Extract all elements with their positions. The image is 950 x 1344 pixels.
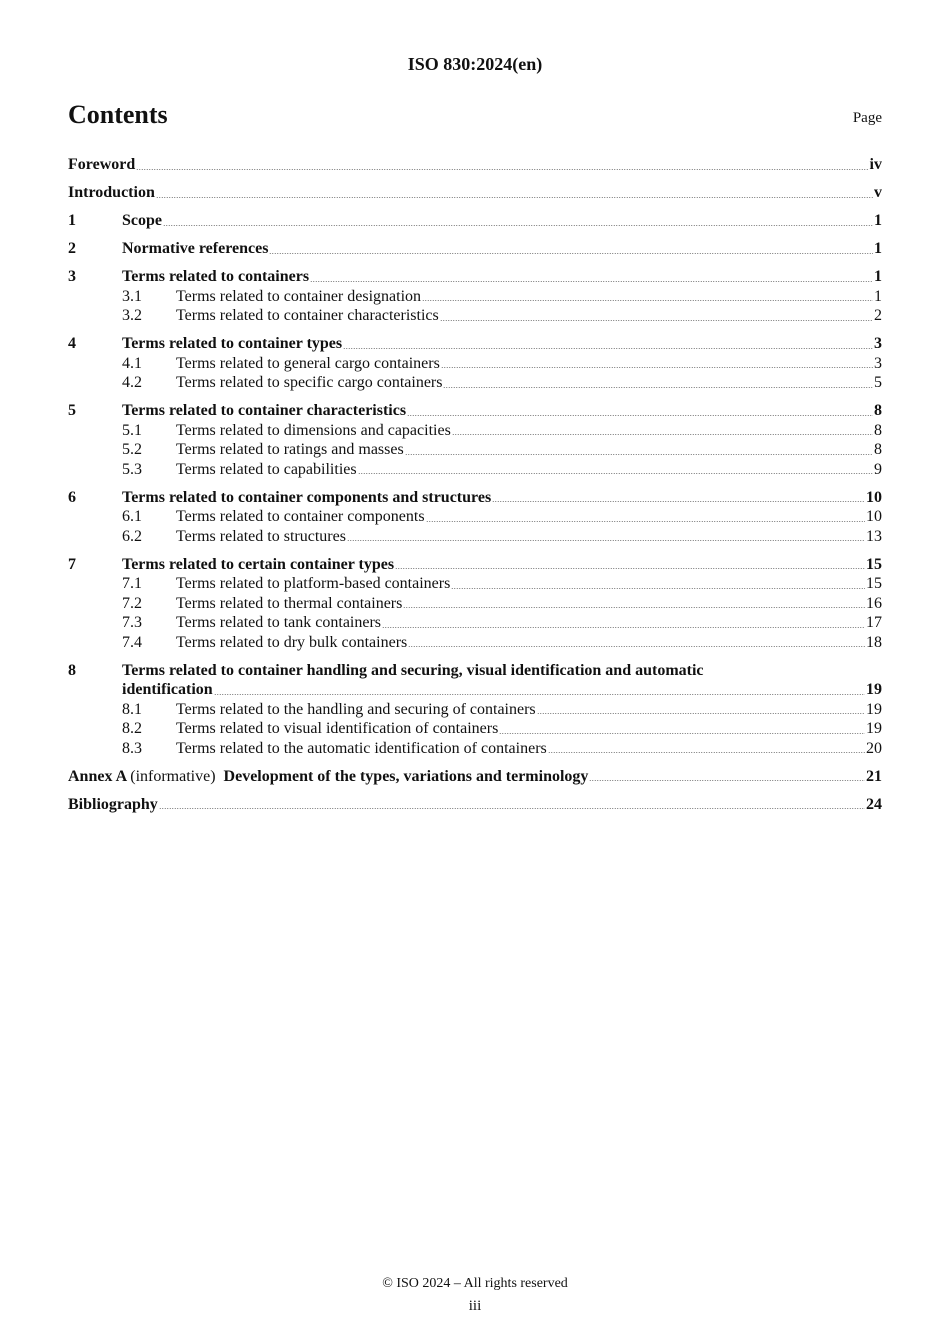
toc-entry-continuation[interactable] — [68, 680, 882, 700]
toc-entry-title: Terms related to container characteristics — [122, 402, 407, 419]
dot-leader — [136, 169, 868, 170]
toc-entry-number: 5.3 — [122, 460, 142, 478]
toc-entry-page: v — [874, 184, 882, 201]
copyright-footer: © ISO 2024 – All rights reserved — [382, 1276, 568, 1291]
toc-entry-title: Terms related to structures — [176, 527, 346, 545]
toc-entry-page: 20 — [866, 739, 882, 757]
toc-entry-page: 21 — [866, 767, 882, 785]
toc-entry-page: 13 — [866, 527, 882, 545]
dot-leader — [443, 387, 873, 388]
toc-entry[interactable] — [68, 401, 882, 421]
toc-entry[interactable] — [68, 306, 882, 326]
toc-entry-title: identification — [122, 681, 213, 698]
toc-entry-title: Terms related to ratings and masses — [176, 441, 404, 458]
toc-entry-title: Terms related to containers — [122, 268, 310, 285]
dot-leader — [451, 588, 865, 589]
toc-entry[interactable] — [68, 373, 882, 393]
dot-leader — [422, 300, 873, 301]
annex-title: Development of the types, variations and terminology — [223, 767, 589, 785]
toc-entry[interactable] — [68, 287, 882, 307]
toc-entry-title: Terms related to container handling and securing, visual identification and automatic — [122, 661, 704, 679]
table-of-contents — [68, 155, 882, 814]
toc-entry[interactable] — [68, 795, 882, 815]
annex-type: (informative) — [130, 767, 216, 785]
toc-entry-page: 1 — [874, 240, 882, 257]
dot-leader — [269, 253, 873, 254]
dot-leader — [537, 713, 865, 714]
toc-entry-title: Terms related to container components and structures — [122, 488, 492, 506]
toc-entry-title: Terms related to thermal containers — [176, 594, 403, 612]
toc-entry-number: 5.1 — [122, 421, 142, 439]
toc-entry[interactable] — [68, 421, 882, 441]
toc-entry-page: 10 — [866, 508, 882, 525]
toc-entry[interactable] — [68, 440, 882, 460]
toc-entry-number: 7.2 — [122, 594, 142, 612]
toc-entry[interactable] — [68, 574, 882, 594]
toc-entry-page: 8 — [874, 402, 882, 419]
toc-entry-page: 16 — [866, 594, 882, 612]
toc-entry-title: Scope — [122, 212, 162, 229]
toc-entry-page: 17 — [866, 614, 882, 631]
toc-entry-number: 8.3 — [122, 739, 142, 757]
toc-entry-number: 7.4 — [122, 633, 142, 651]
toc-entry-title: Terms related to the automatic identification of containers — [176, 739, 547, 757]
toc-entry-number: 5.2 — [122, 441, 142, 458]
dot-leader — [407, 415, 873, 416]
dot-leader — [548, 752, 865, 753]
dot-leader — [382, 627, 865, 628]
toc-entry-title: Terms related to container designation — [176, 287, 422, 305]
toc-entry[interactable] — [68, 739, 882, 759]
dot-leader — [214, 694, 865, 695]
toc-entry-number: 4 — [68, 335, 76, 352]
toc-entry-page: iv — [869, 156, 882, 173]
toc-entry-page: 24 — [866, 795, 882, 813]
toc-entry[interactable] — [68, 767, 882, 787]
toc-entry-title: Normative references — [122, 240, 269, 257]
toc-entry-title: Terms related to capabilities — [176, 460, 357, 478]
toc-entry-title: Introduction — [68, 184, 155, 201]
toc-entry[interactable] — [68, 334, 882, 354]
toc-entry-number: 7.3 — [122, 614, 142, 631]
toc-entry-title: Terms related to dry bulk containers — [176, 633, 408, 651]
dot-leader — [403, 607, 865, 608]
toc-entry-title: Foreword — [68, 156, 136, 173]
toc-entry-title — [68, 767, 588, 787]
toc-entry-title: Terms related to visual identification of containers — [176, 720, 499, 737]
toc-entry-title: Terms related to container components — [176, 508, 425, 525]
toc-entry[interactable] — [68, 661, 882, 681]
dot-leader — [163, 225, 873, 226]
document-id-header: ISO 830:2024(en) — [407, 54, 543, 74]
toc-entry-page: 15 — [866, 575, 882, 592]
toc-entry-number: 8.2 — [122, 720, 142, 737]
dot-leader — [589, 780, 865, 781]
toc-entry[interactable] — [68, 613, 882, 633]
toc-entry-title: Terms related to certain container types — [122, 555, 395, 573]
toc-entry-page: 1 — [874, 268, 882, 285]
dot-leader — [408, 646, 865, 647]
toc-entry-number: 8 — [68, 661, 76, 679]
toc-entry-title: Terms related to dimensions and capacities — [176, 421, 451, 439]
dot-leader — [343, 348, 873, 349]
toc-entry[interactable] — [68, 488, 882, 508]
toc-entry[interactable] — [68, 267, 882, 287]
toc-entry-page: 10 — [866, 488, 882, 506]
toc-entry-title: Terms related to platform-based containers — [176, 575, 451, 592]
toc-entry-number: 5 — [68, 402, 76, 419]
toc-entry-page: 18 — [866, 633, 882, 651]
toc-entry-title: Terms related to specific cargo containers — [176, 374, 443, 391]
toc-entry-page: 19 — [866, 681, 882, 698]
dot-leader — [452, 434, 873, 435]
dot-leader — [441, 367, 873, 368]
toc-entry[interactable] — [68, 211, 882, 231]
contents-title: Contents — [68, 100, 168, 129]
toc-entry-number: 2 — [68, 240, 76, 257]
dot-leader — [499, 733, 865, 734]
dot-leader — [405, 454, 873, 455]
toc-entry-number: 1 — [68, 212, 76, 229]
toc-entry-page: 15 — [866, 555, 882, 573]
toc-entry-page: 3 — [874, 354, 882, 372]
toc-entry-page: 19 — [866, 720, 882, 737]
toc-entry-number: 3.1 — [122, 287, 142, 305]
toc-entry[interactable] — [68, 460, 882, 480]
toc-entry-title: Terms related to the handling and securing of containers — [176, 700, 536, 718]
page-column-label: Page — [852, 110, 882, 126]
toc-entry[interactable] — [68, 239, 882, 259]
toc-entry-number: 8.1 — [122, 700, 142, 718]
toc-entry-number: 6.1 — [122, 508, 142, 525]
toc-entry[interactable] — [68, 183, 882, 203]
toc-entry-number: 3.2 — [122, 307, 142, 324]
toc-entry-number: 4.2 — [122, 374, 142, 391]
toc-entry-title: Terms related to container characteristics — [176, 307, 439, 324]
toc-entry[interactable] — [68, 555, 882, 575]
dot-leader — [492, 501, 865, 502]
dot-leader — [358, 473, 873, 474]
toc-entry[interactable] — [68, 700, 882, 720]
toc-entry[interactable] — [68, 507, 882, 527]
toc-entry[interactable] — [68, 527, 882, 547]
toc-entry-page: 8 — [874, 421, 882, 439]
page-number: iii — [468, 1298, 482, 1314]
dot-leader — [310, 281, 873, 282]
toc-entry[interactable] — [68, 594, 882, 614]
dot-leader — [395, 568, 865, 569]
toc-entry-page: 9 — [874, 460, 882, 478]
toc-entry-number: 6 — [68, 488, 76, 506]
toc-entry[interactable] — [68, 633, 882, 653]
toc-entry[interactable] — [68, 719, 882, 739]
dot-leader — [156, 197, 873, 198]
toc-entry-page: 2 — [874, 307, 882, 324]
toc-entry-number: 6.2 — [122, 527, 142, 545]
toc-entry-page: 5 — [874, 374, 882, 391]
toc-entry-number: 7 — [68, 555, 76, 573]
annex-label: Annex A — [68, 767, 127, 785]
dot-leader — [426, 521, 865, 522]
toc-entry-page: 1 — [874, 212, 882, 229]
dot-leader — [159, 808, 865, 809]
toc-entry-page: 19 — [866, 700, 882, 718]
toc-entry-page: 8 — [874, 441, 882, 458]
toc-entry-number: 7.1 — [122, 575, 142, 592]
toc-entry-number: 3 — [68, 268, 76, 285]
toc-entry-title: Terms related to tank containers — [176, 614, 382, 631]
toc-entry-title: Terms related to general cargo containers — [176, 354, 440, 372]
toc-entry-page: 3 — [874, 335, 882, 352]
dot-leader — [440, 320, 873, 321]
toc-entry-number: 4.1 — [122, 354, 142, 372]
toc-entry[interactable] — [68, 155, 882, 175]
toc-entry-page: 1 — [874, 287, 882, 305]
toc-entry-title: Bibliography — [68, 795, 158, 813]
toc-entry[interactable] — [68, 354, 882, 374]
dot-leader — [347, 540, 865, 541]
toc-entry-title: Terms related to container types — [122, 335, 343, 352]
